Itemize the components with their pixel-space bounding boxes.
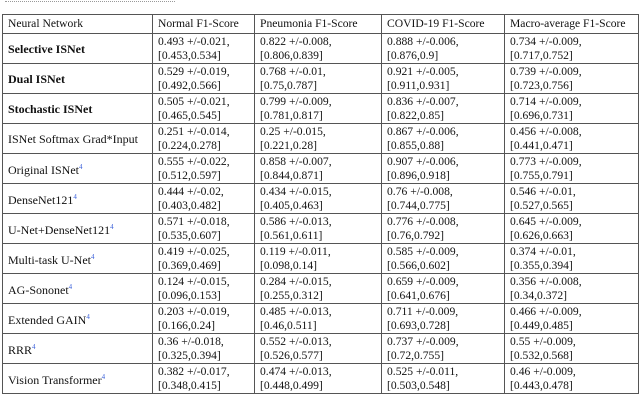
score-cell [255, 154, 382, 184]
score-cell [382, 94, 505, 124]
network-name: Selective ISNet [8, 41, 85, 56]
score-interval: [0.566,0.602] [387, 258, 450, 272]
score-cell [255, 184, 382, 214]
table-row [3, 244, 639, 274]
score-interval: [0.492,0.566] [158, 78, 221, 92]
score-mean: 0.466 +/-0.009, [510, 304, 582, 318]
network-name-cell [3, 364, 153, 394]
score-interval: [0.696,0.731] [510, 108, 573, 122]
table-header-row [3, 15, 639, 34]
score-cell [153, 184, 255, 214]
score-cell [505, 124, 639, 154]
score-interval: [0.822,0.85] [387, 108, 444, 122]
score-cell [382, 184, 505, 214]
score-cell [255, 304, 382, 334]
network-name: DenseNet121 [8, 193, 74, 207]
score-mean: 0.737 +/-0.009, [387, 334, 459, 348]
score-mean: 0.203 +/-0.019, [158, 304, 230, 318]
score-interval: [0.781,0.817] [260, 108, 323, 122]
score-cell [505, 364, 639, 394]
score-mean: 0.119 +/-0.011, [260, 244, 331, 258]
score-interval: [0.527,0.565] [510, 198, 573, 212]
score-mean: 0.776 +/-0.008, [387, 214, 459, 228]
network-name: Dual ISNet [8, 71, 66, 86]
table-row [3, 304, 639, 334]
f1-score-table [2, 14, 639, 394]
score-mean: 0.456 +/-0.008, [510, 124, 582, 138]
score-cell [153, 334, 255, 364]
score-mean: 0.356 +/-0.008, [510, 274, 582, 288]
score-interval: [0.844,0.871] [260, 168, 323, 182]
score-mean: 0.555 +/-0.022, [158, 154, 230, 168]
score-mean: 0.25 +/-0.015, [260, 124, 326, 138]
table-row [3, 274, 639, 304]
table-row [3, 94, 639, 124]
score-interval: [0.443,0.478] [510, 378, 573, 392]
score-mean: 0.858 +/-0.007, [260, 154, 332, 168]
score-cell [153, 364, 255, 394]
score-mean: 0.525 +/-0.011, [387, 364, 459, 378]
score-mean: 0.822 +/-0.008, [260, 34, 332, 48]
score-interval: [0.896,0.918] [387, 168, 450, 182]
network-name: U-Net+DenseNet121 [8, 223, 111, 237]
score-mean: 0.645 +/-0.009, [510, 214, 582, 228]
table-row [3, 64, 639, 94]
table-row [3, 214, 639, 244]
score-cell [382, 244, 505, 274]
score-mean: 0.46 +/-0.009, [510, 364, 576, 378]
score-mean: 0.888 +/-0.006, [387, 34, 459, 48]
score-mean: 0.444 +/-0.02, [158, 184, 224, 198]
score-interval: [0.096,0.153] [158, 288, 221, 302]
score-cell [255, 334, 382, 364]
score-interval: [0.72,0.755] [387, 348, 444, 362]
table-row [3, 34, 639, 64]
column-header: COVID-19 F1-Score [382, 15, 505, 34]
score-interval: [0.717,0.752] [510, 48, 573, 62]
score-mean: 0.474 +/-0.013, [260, 364, 332, 378]
score-interval: [0.693,0.728] [387, 318, 450, 332]
reference-link[interactable]: 4 [68, 283, 73, 291]
score-cell [382, 364, 505, 394]
score-cell [382, 214, 505, 244]
score-interval: [0.76,0.792] [387, 228, 444, 242]
score-mean: 0.734 +/-0.009, [510, 34, 582, 48]
score-interval: [0.403,0.482] [158, 198, 221, 212]
score-mean: 0.836 +/-0.007, [387, 94, 459, 108]
score-interval: [0.512,0.597] [158, 168, 221, 182]
score-cell [153, 154, 255, 184]
network-name: AG-Sononet [8, 283, 69, 297]
score-cell [153, 304, 255, 334]
score-interval: [0.876,0.9] [387, 48, 439, 62]
score-mean: 0.382 +/-0.017, [158, 364, 230, 378]
score-interval: [0.348,0.415] [158, 378, 221, 392]
score-cell [382, 34, 505, 64]
score-mean: 0.571 +/-0.018, [158, 214, 230, 228]
network-name: Stochastic ISNet [8, 101, 93, 116]
score-interval: [0.723,0.756] [510, 78, 573, 92]
reference-link[interactable]: 4 [32, 343, 36, 351]
score-cell [382, 64, 505, 94]
network-name-cell [3, 274, 153, 304]
score-mean: 0.284 +/-0.015, [260, 274, 332, 288]
column-header: Neural Network [3, 15, 153, 34]
score-mean: 0.419 +/-0.025, [158, 244, 230, 258]
score-cell [255, 64, 382, 94]
score-cell [505, 214, 639, 244]
score-mean: 0.529 +/-0.019, [158, 64, 230, 78]
score-interval: [0.806,0.839] [260, 48, 323, 62]
score-cell [505, 304, 639, 334]
score-interval: [0.561,0.611] [260, 228, 323, 242]
column-header: Macro-average F1-Score [505, 15, 639, 34]
reference-link[interactable]: 4 [86, 313, 90, 321]
score-mean: 0.485 +/-0.013, [260, 304, 332, 318]
score-interval: [0.098,0.14] [260, 258, 317, 272]
score-cell [153, 214, 255, 244]
score-cell [153, 274, 255, 304]
network-name-cell [3, 184, 153, 214]
network-name-cell [3, 244, 153, 274]
score-mean: 0.714 +/-0.009, [510, 94, 582, 108]
score-cell [255, 364, 382, 394]
score-cell [505, 34, 639, 64]
score-mean: 0.124 +/-0.015, [158, 274, 230, 288]
score-cell [505, 334, 639, 364]
score-interval: [0.465,0.545] [158, 108, 221, 122]
score-mean: 0.55 +/-0.009, [510, 334, 576, 348]
network-name: Vision Transformer [8, 373, 102, 387]
score-mean: 0.493 +/-0.021, [158, 34, 230, 48]
score-interval: [0.46,0.511] [260, 318, 317, 332]
score-interval: [0.221,0.28] [260, 138, 317, 152]
score-cell [505, 274, 639, 304]
table-row [3, 124, 639, 154]
score-mean: 0.659 +/-0.009, [387, 274, 459, 288]
score-mean: 0.739 +/-0.009, [510, 64, 582, 78]
score-mean: 0.434 +/-0.015, [260, 184, 332, 198]
score-mean: 0.768 +/-0.01, [260, 64, 326, 78]
score-cell [153, 34, 255, 64]
score-mean: 0.505 +/-0.021, [158, 94, 230, 108]
score-cell [255, 94, 382, 124]
score-interval: [0.441,0.471] [510, 138, 573, 152]
table-row [3, 184, 639, 214]
clipped-caption-text [0, 0, 640, 5]
score-interval: [0.449,0.485] [510, 318, 573, 332]
table-row [3, 154, 639, 184]
score-cell [153, 244, 255, 274]
score-cell [255, 244, 382, 274]
score-interval: [0.166,0.24] [158, 318, 215, 332]
reference-link[interactable]: 4 [91, 253, 95, 261]
score-cell [153, 124, 255, 154]
reference-link[interactable]: 4 [101, 373, 106, 381]
score-mean: 0.374 +/-0.01, [510, 244, 576, 258]
score-interval: [0.626,0.663] [510, 228, 573, 242]
score-interval: [0.911,0.931] [387, 78, 450, 92]
score-interval: [0.75,0.787] [260, 78, 317, 92]
table-row [3, 364, 639, 394]
score-cell [255, 274, 382, 304]
score-interval: [0.405,0.463] [260, 198, 323, 212]
score-interval: [0.448,0.499] [260, 378, 323, 392]
score-cell [505, 244, 639, 274]
score-mean: 0.552 +/-0.013, [260, 334, 332, 348]
score-interval: [0.224,0.278] [158, 138, 221, 152]
score-mean: 0.586 +/-0.013, [260, 214, 332, 228]
score-interval: [0.34,0.372] [510, 288, 567, 302]
reference-link[interactable]: 4 [110, 223, 114, 231]
score-interval: [0.453,0.534] [158, 48, 221, 62]
score-cell [382, 154, 505, 184]
score-interval: [0.355,0.394] [510, 258, 573, 272]
score-cell [255, 34, 382, 64]
network-name: Original ISNet [8, 163, 79, 177]
reference-link[interactable]: 4 [79, 163, 83, 171]
score-interval: [0.535,0.607] [158, 228, 221, 242]
network-name: Multi-task U-Net [8, 253, 91, 267]
score-mean: 0.867 +/-0.006, [387, 124, 459, 138]
score-cell [153, 64, 255, 94]
score-cell [382, 334, 505, 364]
score-interval: [0.641,0.676] [387, 288, 450, 302]
network-name-cell [3, 124, 153, 154]
score-mean: 0.799 +/-0.009, [260, 94, 332, 108]
score-cell [382, 124, 505, 154]
score-mean: 0.76 +/-0.008, [387, 184, 453, 198]
score-mean: 0.36 +/-0.018, [158, 334, 224, 348]
score-mean: 0.773 +/-0.009, [510, 154, 582, 168]
table-row [3, 334, 639, 364]
score-interval: [0.526,0.577] [260, 348, 323, 362]
score-cell [255, 124, 382, 154]
network-name-cell [3, 34, 153, 64]
score-interval: [0.744,0.775] [387, 198, 450, 212]
score-mean: 0.546 +/-0.01, [510, 184, 576, 198]
score-interval: [0.532,0.568] [510, 348, 573, 362]
score-mean: 0.907 +/-0.006, [387, 154, 459, 168]
score-cell [382, 274, 505, 304]
score-interval: [0.855,0.88] [387, 138, 444, 152]
network-name-cell [3, 334, 153, 364]
score-cell [382, 304, 505, 334]
score-mean: 0.585 +/-0.009, [387, 244, 459, 258]
network-name: RRR [8, 343, 33, 357]
score-cell [505, 184, 639, 214]
reference-link[interactable]: 4 [73, 193, 77, 201]
score-interval: [0.255,0.312] [260, 288, 323, 302]
network-name-cell [3, 214, 153, 244]
score-mean: 0.921 +/-0.005, [387, 64, 459, 78]
score-mean: 0.711 +/-0.009, [387, 304, 459, 318]
network-name-cell [3, 304, 153, 334]
network-name: Extended GAIN [8, 313, 87, 327]
network-name: ISNet Softmax Grad*Input [8, 131, 138, 146]
score-interval: [0.369,0.469] [158, 258, 221, 272]
score-cell [255, 214, 382, 244]
score-cell [505, 64, 639, 94]
network-name-cell [3, 94, 153, 124]
network-name-cell [3, 64, 153, 94]
score-mean: 0.251 +/-0.014, [158, 124, 230, 138]
score-interval: [0.503,0.548] [387, 378, 450, 392]
score-interval: [0.325,0.394] [158, 348, 221, 362]
score-cell [153, 94, 255, 124]
score-cell [505, 94, 639, 124]
column-header: Normal F1-Score [153, 15, 255, 34]
score-cell [505, 154, 639, 184]
column-header: Pneumonia F1-Score [255, 15, 382, 34]
score-interval: [0.755,0.791] [510, 168, 573, 182]
network-name-cell [3, 154, 153, 184]
